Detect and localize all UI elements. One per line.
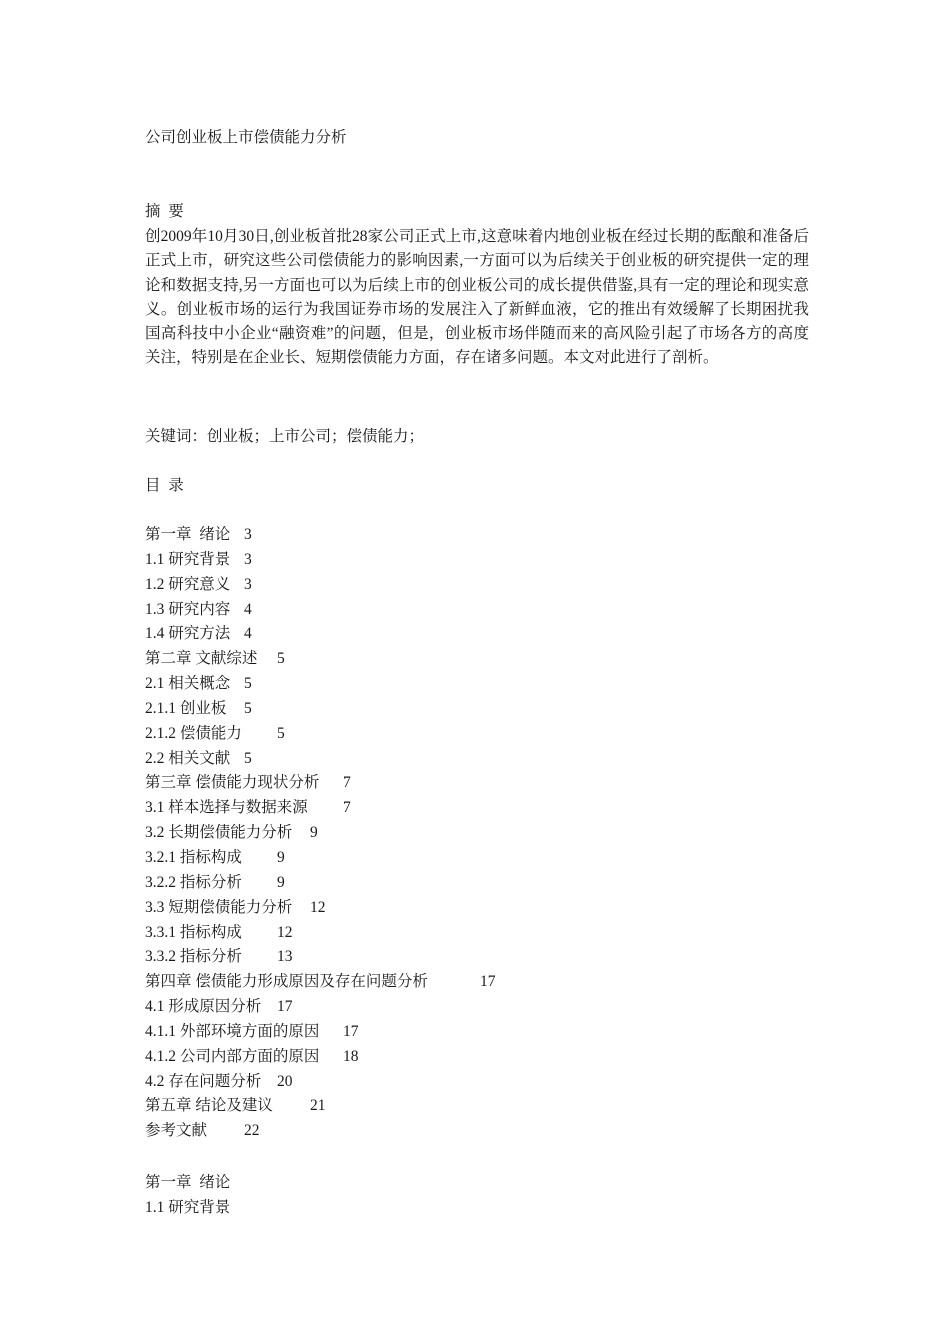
- toc-entry-page: 9: [310, 824, 318, 842]
- toc-entry-title: 2.1 相关概念: [145, 675, 231, 693]
- toc-entry-title: 4.1 形成原因分析: [145, 998, 262, 1016]
- toc-entry: [145, 647, 428, 672]
- toc-entry-page: 9: [277, 873, 285, 891]
- toc-entry-page: 17: [277, 998, 293, 1016]
- toc-entry-title: 1.3 研究内容: [145, 600, 231, 618]
- toc-entry-page: 7: [343, 774, 351, 792]
- toc-entry-title: 第五章 结论及建议: [145, 1097, 273, 1115]
- toc-entry-page: 22: [244, 1122, 260, 1140]
- toc-entry-title: 4.1.1 外部环境方面的原因: [145, 1022, 320, 1040]
- toc-entry: [145, 945, 428, 970]
- toc-entry-page: 18: [343, 1047, 359, 1065]
- toc-entry: [145, 821, 428, 846]
- toc-entry-title: 第三章 偿债能力现状分析: [145, 774, 320, 792]
- abstract-heading: 摘 要: [145, 203, 184, 220]
- toc-entry-title: 1.2 研究意义: [145, 575, 231, 593]
- section-heading: 1.1 研究背景: [145, 1199, 231, 1216]
- toc-entry: [145, 573, 428, 598]
- toc-entry-title: 2.2 相关文献: [145, 749, 231, 767]
- toc-entry: [145, 846, 428, 871]
- toc-entry: [145, 548, 428, 573]
- toc-entry: [145, 697, 428, 722]
- toc-entry-title: 3.2.2 指标分析: [145, 873, 242, 891]
- toc-entry-page: 5: [244, 675, 252, 693]
- toc-entry: [145, 622, 428, 647]
- toc-entry: [145, 921, 428, 946]
- toc-entry-title: 3.3 短期偿债能力分析: [145, 898, 293, 916]
- toc-entry: [145, 970, 496, 995]
- toc-entry-page: 5: [244, 699, 252, 717]
- document-title: 公司创业板上市偿债能力分析: [145, 129, 347, 146]
- toc-entry-page: 13: [277, 948, 293, 966]
- toc-entry-title: 第二章 文献综述: [145, 650, 258, 668]
- toc-entry-page: 12: [310, 898, 326, 916]
- toc-entry-title: 2.1.1 创业板: [145, 699, 227, 717]
- toc-entry-page: 17: [480, 973, 496, 991]
- toc-entry: [145, 747, 428, 772]
- toc-entry: [145, 598, 428, 623]
- toc-entry: [145, 1070, 428, 1095]
- toc-entry-page: 4: [244, 600, 252, 618]
- toc-entry-title: 3.3.1 指标构成: [145, 923, 242, 941]
- toc-entry-page: 5: [277, 650, 285, 668]
- table-of-contents: [145, 523, 496, 1144]
- toc-entry: [145, 722, 428, 747]
- toc-entry: [145, 771, 428, 796]
- toc-entry-title: 4.2 存在问题分析: [145, 1072, 262, 1090]
- toc-entry-page: 9: [277, 848, 285, 866]
- toc-entry-page: 7: [343, 799, 351, 817]
- abstract-paragraph: 创2009年10月30日,创业板首批28家公司正式上市,这意味着内地创业板在经过长期的酝酿和准备后正式上市，研究这些公司偿债能力的影响因素,一方面可以为后续关于创业板的研究提供一定的理论和数据支持,另一方面也可以为后续上市的创业板公司的成长提供借鉴,具有一定的理论和现实意义。创业板市场的运行为我国证券市场的发展注入了新鲜血液，它的推出有效缓解了长期困扰我国高科技中小企业“融资难”的问题，但是，创业板市场伴随而来的高风险引起了市场各方的高度关注，特别是在企业长、短期偿债能力方面，存在诸多问题。本文对此进行了剖析。: [145, 228, 809, 367]
- toc-entry-page: 5: [244, 749, 252, 767]
- toc-entry-page: 12: [277, 923, 293, 941]
- toc-entry: [145, 672, 428, 697]
- toc-entry-page: 21: [310, 1097, 326, 1115]
- toc-entry-title: 第一章 绪论: [145, 526, 231, 543]
- toc-entry-page: 20: [277, 1072, 293, 1090]
- toc-entry-page: 5: [277, 724, 285, 742]
- toc-entry-title: 4.1.2 公司内部方面的原因: [145, 1047, 320, 1065]
- toc-entry: [145, 995, 428, 1020]
- toc-entry: [145, 1094, 428, 1119]
- toc-entry-title: 3.1 样本选择与数据来源: [145, 799, 308, 817]
- toc-entry-title: 2.1.2 偿债能力: [145, 724, 242, 742]
- toc-heading: 目 录: [145, 477, 184, 494]
- toc-entry-page: 3: [244, 526, 252, 543]
- toc-entry-title: 3.3.2 指标分析: [145, 948, 242, 966]
- toc-entry: [145, 796, 428, 821]
- toc-entry-page: 3: [244, 550, 252, 568]
- toc-entry-title: 1.4 研究方法: [145, 625, 231, 643]
- toc-entry-page: 17: [343, 1022, 359, 1040]
- toc-entry-page: 4: [244, 625, 252, 643]
- toc-entry: [145, 896, 428, 921]
- toc-entry: [145, 523, 428, 548]
- chapter-heading: 第一章 绪论: [145, 1174, 231, 1191]
- toc-entry: [145, 1045, 428, 1070]
- toc-entry-title: 3.2.1 指标构成: [145, 848, 242, 866]
- toc-entry-title: 3.2 长期偿债能力分析: [145, 824, 293, 842]
- toc-entry: [145, 1020, 428, 1045]
- toc-entry: [145, 1119, 428, 1144]
- toc-entry-page: 3: [244, 575, 252, 593]
- toc-entry: [145, 871, 428, 896]
- toc-entry-title: 第四章 偿债能力形成原因及存在问题分析: [145, 973, 428, 991]
- toc-entry-title: 1.1 研究背景: [145, 550, 231, 568]
- toc-entry-title: 参考文献: [145, 1122, 208, 1140]
- keywords-line: 关键词：创业板；上市公司；偿债能力；: [145, 428, 425, 445]
